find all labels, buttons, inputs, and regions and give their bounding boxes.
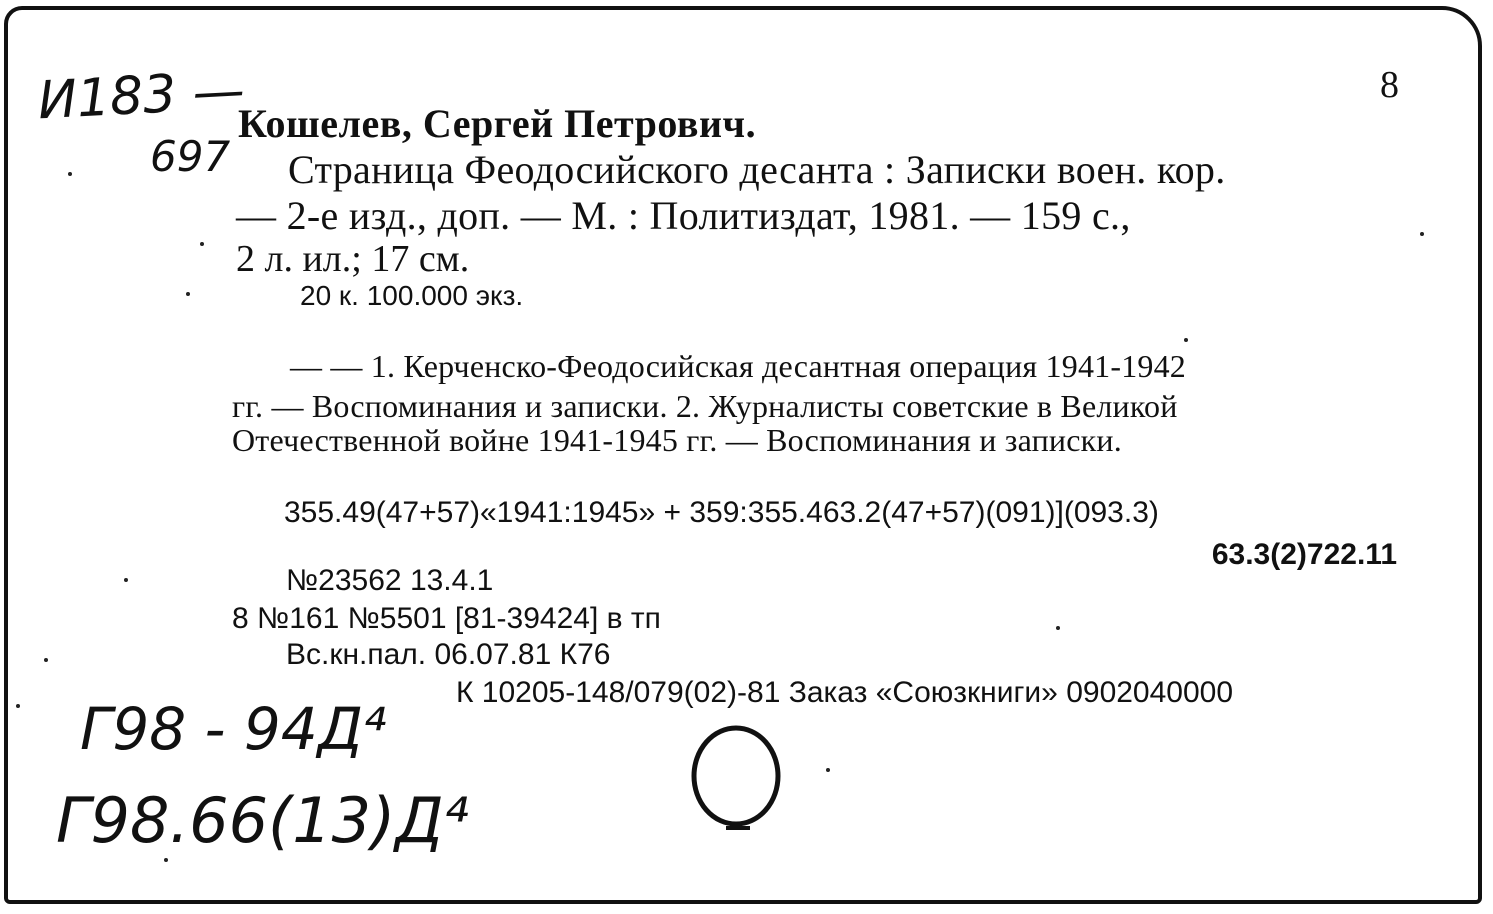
speck bbox=[16, 704, 20, 708]
subject-line-1: — — 1. Керченско-Феодосийская десантная операция 1941-1942 bbox=[290, 348, 1187, 384]
speck bbox=[124, 578, 128, 582]
speck bbox=[200, 242, 204, 246]
handwritten-shelf-code-2: Г98.66(13)Д⁴ bbox=[56, 784, 469, 857]
registration-line-3: Вс.кн.пал. 06.07.81 К76 bbox=[286, 638, 611, 671]
speck bbox=[1420, 232, 1424, 236]
speck bbox=[1056, 626, 1060, 630]
speck bbox=[164, 858, 168, 862]
subject-line-3: Отечественной войне 1941-1945 гг. — Воспоминания и записки. bbox=[232, 422, 1122, 458]
edition-statement: — 2-е изд., доп. — М. : Политиздат, 1981. — 159 с., bbox=[236, 193, 1131, 238]
catalog-number: 8 bbox=[1380, 64, 1399, 106]
title-statement: Страница Феодосийского десанта : Записки воен. кор. bbox=[288, 147, 1226, 192]
price-and-print-run: 20 к. 100.000 экз. bbox=[300, 280, 524, 311]
bbk-classification: 63.3(2)722.11 bbox=[1211, 538, 1397, 571]
handwritten-shelf-code-1: Г98 - 94Д⁴ bbox=[80, 695, 387, 763]
subject-line-2: гг. — Воспоминания и записки. 2. Журналисты советские в Великой bbox=[232, 388, 1178, 424]
speck bbox=[186, 292, 190, 296]
registration-line-2: 8 №161 №5501 [81-39424] в тп bbox=[232, 602, 661, 635]
speck bbox=[68, 172, 72, 176]
author-heading: Кошелев, Сергей Петрович. bbox=[238, 101, 757, 146]
speck bbox=[826, 768, 830, 772]
physical-description: 2 л. ил.; 17 см. bbox=[236, 238, 470, 280]
hole-punch-circle-icon bbox=[690, 724, 786, 836]
order-line: К 10205-148/079(02)-81 Заказ «Союзкниги» 0902040000 bbox=[456, 676, 1234, 709]
handwritten-call-number: И183 — bbox=[36, 60, 247, 132]
registration-line-1: №23562 13.4.1 bbox=[286, 564, 494, 597]
handwritten-call-suffix: 697 bbox=[150, 132, 231, 181]
udc-classification: 355.49(47+57)«1941:1945» + 359:355.463.2(47+57)(091)](093.3) bbox=[284, 496, 1159, 529]
speck bbox=[1184, 338, 1188, 342]
speck bbox=[44, 658, 48, 662]
